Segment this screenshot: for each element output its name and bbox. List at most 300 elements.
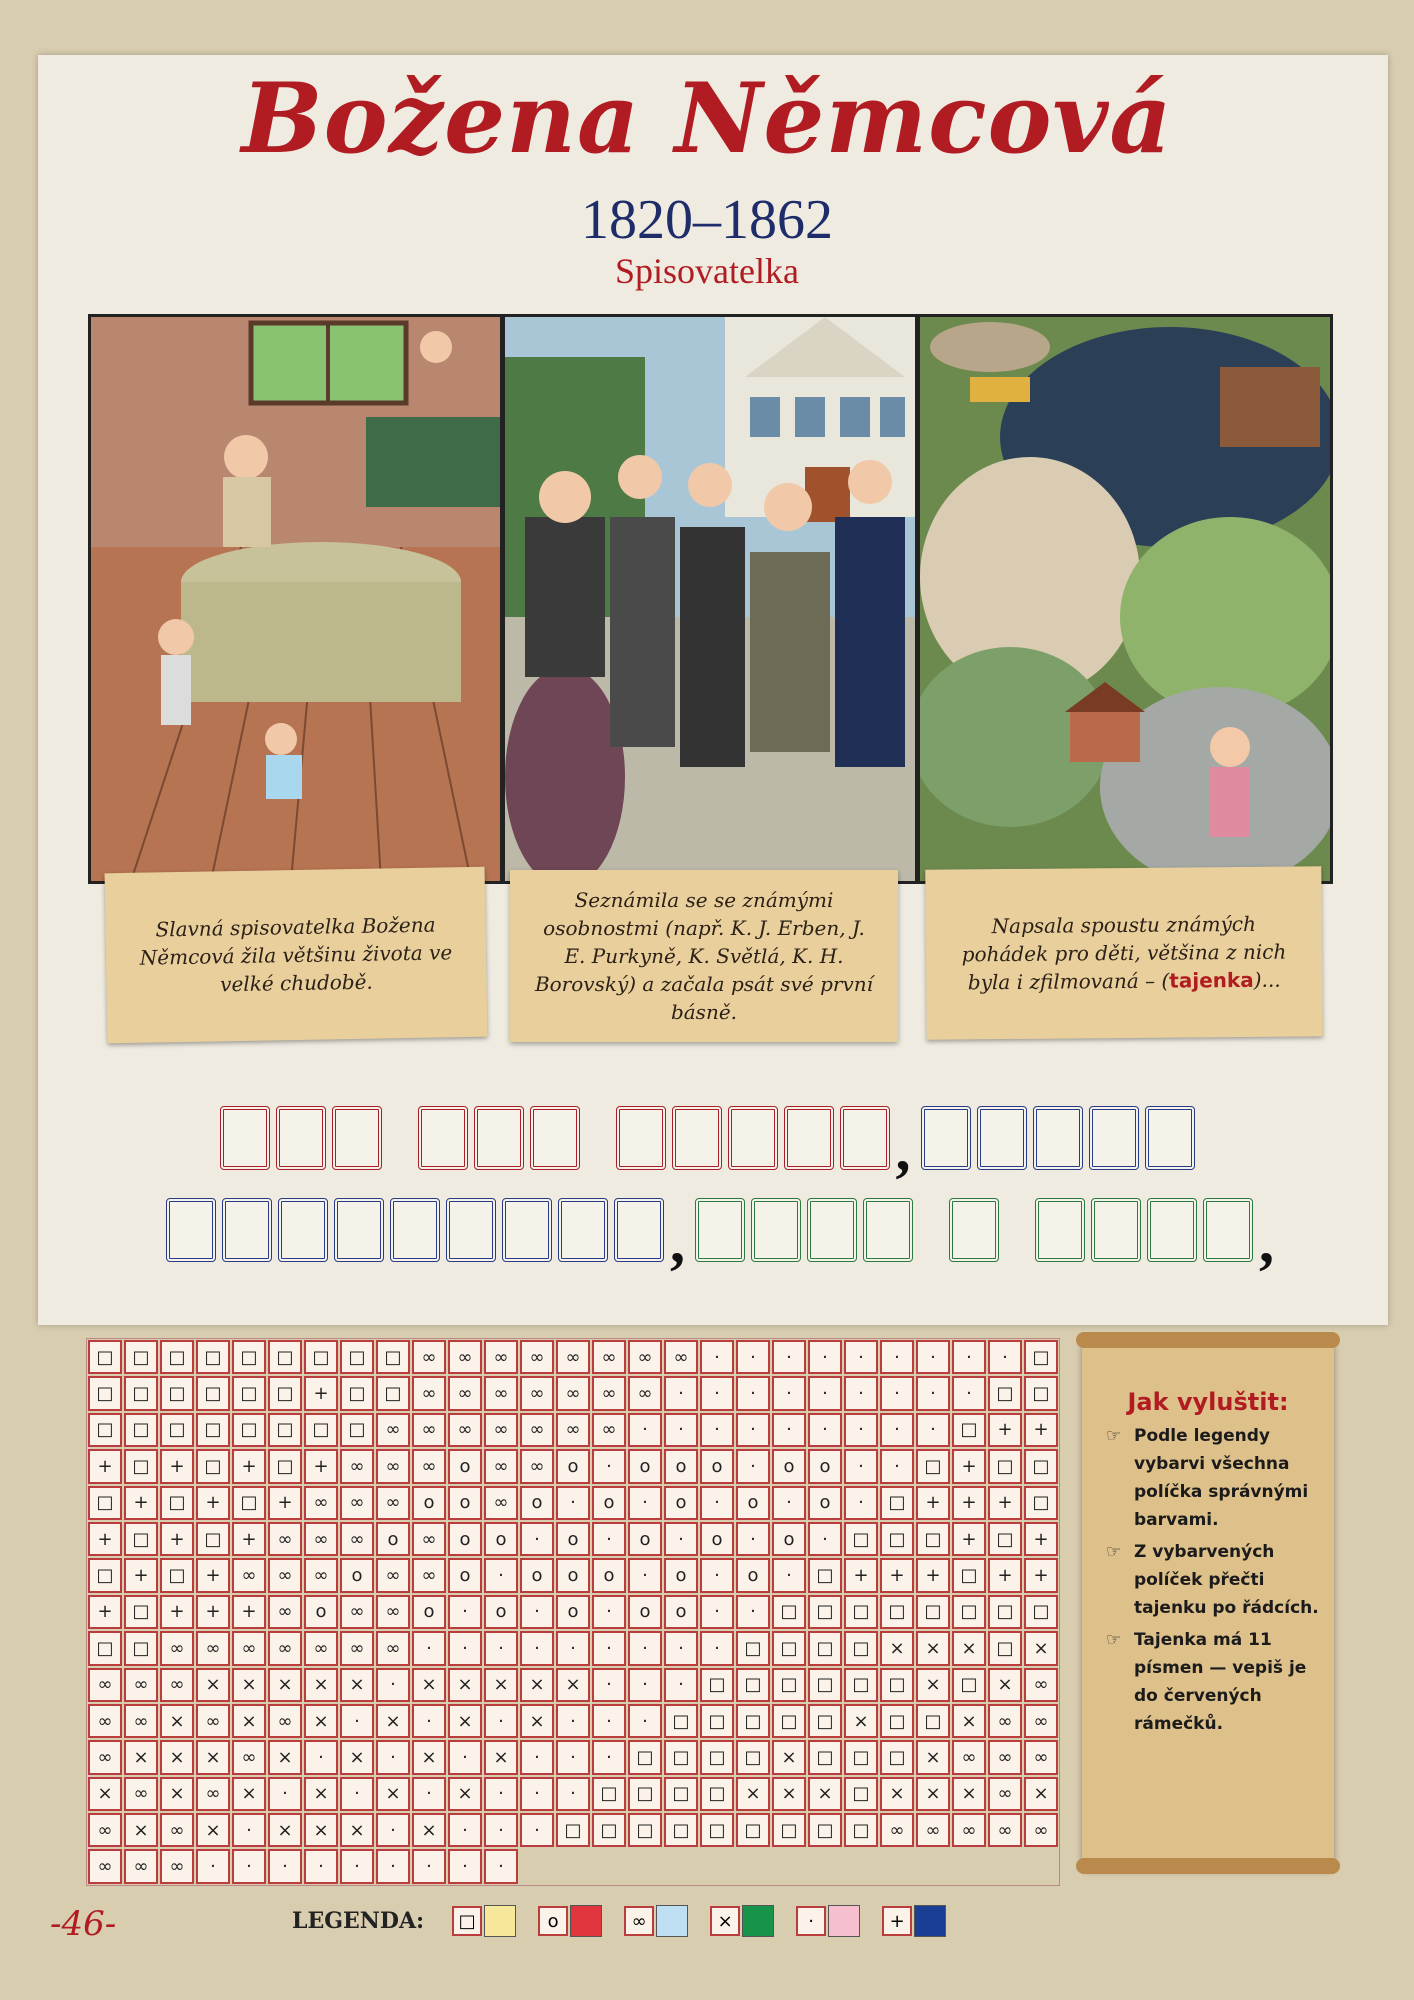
letter-frame-blue[interactable]	[614, 1198, 664, 1262]
puzzle-cell[interactable]: ×	[484, 1668, 518, 1702]
puzzle-cell[interactable]: ·	[304, 1740, 338, 1774]
puzzle-cell[interactable]: □	[88, 1558, 122, 1592]
puzzle-cell[interactable]: □	[808, 1668, 842, 1702]
puzzle-cell[interactable]: o	[808, 1449, 842, 1483]
puzzle-cell[interactable]: ∞	[340, 1449, 374, 1483]
puzzle-cell[interactable]: ·	[664, 1376, 698, 1410]
letter-frame-red[interactable]	[276, 1106, 326, 1170]
puzzle-cell[interactable]: ∞	[556, 1376, 590, 1410]
puzzle-cell[interactable]: ·	[340, 1704, 374, 1738]
puzzle-cell[interactable]: □	[664, 1813, 698, 1847]
puzzle-cell[interactable]: ∞	[160, 1813, 194, 1847]
puzzle-cell[interactable]: □	[88, 1376, 122, 1410]
puzzle-cell[interactable]: ·	[952, 1340, 986, 1374]
puzzle-cell[interactable]: □	[232, 1340, 266, 1374]
puzzle-cell[interactable]: ·	[628, 1631, 662, 1665]
puzzle-cell[interactable]: ∞	[124, 1668, 158, 1702]
puzzle-cell[interactable]: ·	[412, 1631, 446, 1665]
puzzle-cell[interactable]: ∞	[484, 1340, 518, 1374]
puzzle-cell[interactable]: ·	[376, 1849, 410, 1883]
puzzle-cell[interactable]: ·	[700, 1340, 734, 1374]
puzzle-cell[interactable]: ·	[772, 1486, 806, 1520]
puzzle-cell[interactable]: □	[736, 1631, 770, 1665]
puzzle-cell[interactable]: ∞	[628, 1376, 662, 1410]
puzzle-cell[interactable]: +	[952, 1449, 986, 1483]
puzzle-cell[interactable]: ·	[772, 1413, 806, 1447]
puzzle-cell[interactable]: ∞	[1024, 1704, 1058, 1738]
puzzle-cell[interactable]: ∞	[376, 1558, 410, 1592]
puzzle-cell[interactable]: +	[88, 1449, 122, 1483]
puzzle-cell[interactable]: ∞	[952, 1740, 986, 1774]
letter-frame-red[interactable]	[530, 1106, 580, 1170]
puzzle-cell[interactable]: ×	[304, 1704, 338, 1738]
puzzle-cell[interactable]: ×	[268, 1740, 302, 1774]
letter-frame-blue[interactable]	[334, 1198, 384, 1262]
puzzle-cell[interactable]: ∞	[484, 1449, 518, 1483]
puzzle-cell[interactable]: ·	[520, 1777, 554, 1811]
letter-frame-red[interactable]	[840, 1106, 890, 1170]
puzzle-cell[interactable]: ·	[412, 1704, 446, 1738]
puzzle-cell[interactable]: □	[304, 1413, 338, 1447]
puzzle-cell[interactable]: +	[1024, 1413, 1058, 1447]
letter-frame-green[interactable]	[695, 1198, 745, 1262]
puzzle-cell[interactable]: ·	[592, 1668, 626, 1702]
puzzle-cell[interactable]: ×	[88, 1777, 122, 1811]
puzzle-cell[interactable]: ·	[556, 1704, 590, 1738]
puzzle-cell[interactable]: ∞	[448, 1340, 482, 1374]
puzzle-cell[interactable]: o	[808, 1486, 842, 1520]
puzzle-cell[interactable]: ∞	[1024, 1668, 1058, 1702]
puzzle-cell[interactable]: +	[304, 1449, 338, 1483]
puzzle-cell[interactable]: o	[556, 1558, 590, 1592]
puzzle-cell[interactable]: ∞	[232, 1740, 266, 1774]
puzzle-cell[interactable]: □	[124, 1413, 158, 1447]
puzzle-cell[interactable]: □	[160, 1413, 194, 1447]
puzzle-cell[interactable]: ·	[484, 1849, 518, 1883]
puzzle-cell[interactable]: □	[664, 1704, 698, 1738]
puzzle-cell[interactable]: o	[772, 1449, 806, 1483]
puzzle-cell[interactable]: □	[268, 1376, 302, 1410]
puzzle-cell[interactable]: ×	[484, 1740, 518, 1774]
puzzle-cell[interactable]: +	[232, 1522, 266, 1556]
puzzle-cell[interactable]: ∞	[592, 1340, 626, 1374]
puzzle-cell[interactable]: ×	[952, 1631, 986, 1665]
puzzle-cell[interactable]: ∞	[556, 1413, 590, 1447]
puzzle-cell[interactable]: □	[844, 1740, 878, 1774]
puzzle-cell[interactable]: □	[160, 1558, 194, 1592]
puzzle-cell[interactable]: □	[952, 1413, 986, 1447]
letter-frame-red[interactable]	[672, 1106, 722, 1170]
puzzle-cell[interactable]: □	[736, 1740, 770, 1774]
puzzle-cell[interactable]: □	[88, 1486, 122, 1520]
puzzle-cell[interactable]: ·	[988, 1340, 1022, 1374]
puzzle-cell[interactable]: o	[664, 1558, 698, 1592]
puzzle-cell[interactable]: □	[700, 1777, 734, 1811]
puzzle-cell[interactable]: o	[664, 1449, 698, 1483]
puzzle-cell[interactable]: ·	[844, 1376, 878, 1410]
puzzle-cell[interactable]: ∞	[88, 1668, 122, 1702]
puzzle-cell[interactable]: ∞	[268, 1558, 302, 1592]
puzzle-cell[interactable]: ×	[340, 1668, 374, 1702]
puzzle-cell[interactable]: ·	[484, 1631, 518, 1665]
puzzle-cell[interactable]: ·	[880, 1376, 914, 1410]
puzzle-cell[interactable]: □	[844, 1631, 878, 1665]
puzzle-cell[interactable]: ·	[484, 1704, 518, 1738]
puzzle-cell[interactable]: ×	[376, 1777, 410, 1811]
puzzle-cell[interactable]: ∞	[268, 1595, 302, 1629]
letter-frame-blue[interactable]	[446, 1198, 496, 1262]
puzzle-cell[interactable]: ∞	[556, 1340, 590, 1374]
puzzle-cell[interactable]: o	[556, 1449, 590, 1483]
puzzle-cell[interactable]: ·	[484, 1813, 518, 1847]
puzzle-cell[interactable]: ·	[880, 1449, 914, 1483]
puzzle-cell[interactable]: ×	[232, 1777, 266, 1811]
puzzle-cell[interactable]: □	[988, 1595, 1022, 1629]
puzzle-cell[interactable]: ∞	[592, 1413, 626, 1447]
puzzle-cell[interactable]: +	[88, 1595, 122, 1629]
letter-frame-green[interactable]	[1203, 1198, 1253, 1262]
puzzle-cell[interactable]: ·	[736, 1595, 770, 1629]
letter-frame-blue[interactable]	[166, 1198, 216, 1262]
puzzle-cell[interactable]: ×	[304, 1813, 338, 1847]
letter-frame-green[interactable]	[1035, 1198, 1085, 1262]
puzzle-cell[interactable]: □	[772, 1595, 806, 1629]
puzzle-cell[interactable]: ·	[520, 1522, 554, 1556]
puzzle-cell[interactable]: o	[664, 1595, 698, 1629]
letter-frame-blue[interactable]	[977, 1106, 1027, 1170]
puzzle-cell[interactable]: □	[340, 1376, 374, 1410]
puzzle-cell[interactable]: □	[160, 1486, 194, 1520]
puzzle-cell[interactable]: ×	[1024, 1777, 1058, 1811]
puzzle-cell[interactable]: ·	[592, 1449, 626, 1483]
puzzle-cell[interactable]: ∞	[448, 1376, 482, 1410]
letter-frame-green[interactable]	[863, 1198, 913, 1262]
puzzle-cell[interactable]: +	[268, 1486, 302, 1520]
puzzle-cell[interactable]: o	[304, 1595, 338, 1629]
puzzle-cell[interactable]: □	[160, 1340, 194, 1374]
puzzle-cell[interactable]: □	[88, 1413, 122, 1447]
puzzle-cell[interactable]: ∞	[988, 1740, 1022, 1774]
puzzle-cell[interactable]: □	[664, 1777, 698, 1811]
letter-frame-green[interactable]	[1147, 1198, 1197, 1262]
puzzle-cell[interactable]: ∞	[376, 1595, 410, 1629]
puzzle-cell[interactable]: ·	[268, 1777, 302, 1811]
puzzle-cell[interactable]: ·	[916, 1340, 950, 1374]
letter-frame-blue[interactable]	[502, 1198, 552, 1262]
puzzle-cell[interactable]: +	[124, 1486, 158, 1520]
puzzle-cell[interactable]: □	[808, 1704, 842, 1738]
puzzle-cell[interactable]: o	[772, 1522, 806, 1556]
puzzle-cell[interactable]: □	[880, 1595, 914, 1629]
puzzle-cell[interactable]: ∞	[484, 1486, 518, 1520]
puzzle-cell[interactable]: ·	[340, 1849, 374, 1883]
puzzle-cell[interactable]: ·	[844, 1449, 878, 1483]
puzzle-cell[interactable]: ·	[520, 1740, 554, 1774]
puzzle-cell[interactable]: ·	[736, 1413, 770, 1447]
puzzle-cell[interactable]: +	[880, 1558, 914, 1592]
puzzle-cell[interactable]: ∞	[340, 1522, 374, 1556]
puzzle-cell[interactable]: □	[808, 1558, 842, 1592]
letter-frame-blue[interactable]	[921, 1106, 971, 1170]
puzzle-cell[interactable]: ·	[628, 1413, 662, 1447]
puzzle-cell[interactable]: ·	[772, 1376, 806, 1410]
puzzle-cell[interactable]: ·	[700, 1486, 734, 1520]
puzzle-cell[interactable]: ∞	[376, 1631, 410, 1665]
puzzle-cell[interactable]: ×	[880, 1777, 914, 1811]
puzzle-cell[interactable]: ∞	[484, 1376, 518, 1410]
puzzle-cell[interactable]: o	[520, 1558, 554, 1592]
puzzle-cell[interactable]: +	[196, 1486, 230, 1520]
letter-frame-green[interactable]	[751, 1198, 801, 1262]
puzzle-cell[interactable]: ·	[736, 1522, 770, 1556]
puzzle-cell[interactable]: ·	[880, 1413, 914, 1447]
puzzle-cell[interactable]: ∞	[520, 1376, 554, 1410]
puzzle-cell[interactable]: □	[952, 1595, 986, 1629]
puzzle-cell[interactable]: +	[232, 1595, 266, 1629]
puzzle-cell[interactable]: ·	[700, 1631, 734, 1665]
puzzle-cell[interactable]: ∞	[88, 1704, 122, 1738]
puzzle-cell[interactable]: ·	[736, 1376, 770, 1410]
puzzle-cell[interactable]: ×	[952, 1777, 986, 1811]
puzzle-cell[interactable]: ∞	[268, 1631, 302, 1665]
puzzle-cell[interactable]: +	[952, 1522, 986, 1556]
puzzle-cell[interactable]: o	[700, 1449, 734, 1483]
puzzle-cell[interactable]: +	[232, 1449, 266, 1483]
puzzle-cell[interactable]: ×	[808, 1777, 842, 1811]
puzzle-cell[interactable]: ×	[736, 1777, 770, 1811]
puzzle-cell[interactable]: ×	[412, 1668, 446, 1702]
puzzle-cell[interactable]: ∞	[304, 1558, 338, 1592]
puzzle-cell[interactable]: o	[700, 1522, 734, 1556]
puzzle-cell[interactable]: ∞	[232, 1558, 266, 1592]
letter-frame-blue[interactable]	[1145, 1106, 1195, 1170]
letter-frame-green[interactable]	[1091, 1198, 1141, 1262]
puzzle-cell[interactable]: □	[268, 1413, 302, 1447]
puzzle-cell[interactable]: ×	[124, 1813, 158, 1847]
puzzle-cell[interactable]: □	[196, 1449, 230, 1483]
puzzle-cell[interactable]: ∞	[916, 1813, 950, 1847]
puzzle-cell[interactable]: □	[88, 1340, 122, 1374]
puzzle-cell[interactable]: ∞	[988, 1777, 1022, 1811]
puzzle-cell[interactable]: ·	[448, 1595, 482, 1629]
puzzle-cell[interactable]: ·	[376, 1740, 410, 1774]
letter-frame-blue[interactable]	[222, 1198, 272, 1262]
puzzle-cell[interactable]: ·	[844, 1486, 878, 1520]
puzzle-cell[interactable]: ∞	[880, 1813, 914, 1847]
letter-frame-red[interactable]	[474, 1106, 524, 1170]
puzzle-cell[interactable]: ·	[700, 1413, 734, 1447]
puzzle-cell[interactable]: ·	[736, 1340, 770, 1374]
puzzle-cell[interactable]: ·	[844, 1413, 878, 1447]
puzzle-cell[interactable]: □	[880, 1486, 914, 1520]
puzzle-cell[interactable]: ×	[916, 1668, 950, 1702]
puzzle-cell[interactable]: ·	[520, 1631, 554, 1665]
puzzle-cell[interactable]: ×	[232, 1668, 266, 1702]
puzzle-cell[interactable]: ×	[340, 1740, 374, 1774]
puzzle-cell[interactable]: o	[520, 1486, 554, 1520]
puzzle-cell[interactable]: ∞	[304, 1631, 338, 1665]
puzzle-cell[interactable]: □	[664, 1740, 698, 1774]
puzzle-cell[interactable]: □	[844, 1668, 878, 1702]
puzzle-cell[interactable]: ·	[664, 1413, 698, 1447]
puzzle-cell[interactable]: ·	[376, 1668, 410, 1702]
puzzle-cell[interactable]: ·	[304, 1849, 338, 1883]
letter-frame-blue[interactable]	[390, 1198, 440, 1262]
puzzle-cell[interactable]: □	[376, 1340, 410, 1374]
puzzle-cell[interactable]: ×	[952, 1704, 986, 1738]
puzzle-cell[interactable]: □	[592, 1777, 626, 1811]
puzzle-cell[interactable]: o	[592, 1558, 626, 1592]
puzzle-cell[interactable]: □	[988, 1376, 1022, 1410]
puzzle-cell[interactable]: □	[880, 1704, 914, 1738]
puzzle-cell[interactable]: □	[880, 1668, 914, 1702]
puzzle-cell[interactable]: □	[628, 1777, 662, 1811]
puzzle-cell[interactable]: o	[484, 1522, 518, 1556]
puzzle-cell[interactable]: ·	[556, 1631, 590, 1665]
puzzle-cell[interactable]: ∞	[340, 1631, 374, 1665]
puzzle-cell[interactable]: □	[160, 1376, 194, 1410]
puzzle-cell[interactable]: □	[988, 1449, 1022, 1483]
puzzle-cell[interactable]: ×	[1024, 1631, 1058, 1665]
puzzle-cell[interactable]: ∞	[232, 1631, 266, 1665]
puzzle-cell[interactable]: +	[160, 1595, 194, 1629]
puzzle-cell[interactable]: □	[124, 1595, 158, 1629]
puzzle-cell[interactable]: ×	[520, 1704, 554, 1738]
puzzle-cell[interactable]: ×	[916, 1777, 950, 1811]
puzzle-cell[interactable]: □	[808, 1631, 842, 1665]
puzzle-cell[interactable]: ×	[772, 1777, 806, 1811]
puzzle-cell[interactable]: ·	[592, 1595, 626, 1629]
puzzle-cell[interactable]: ∞	[412, 1558, 446, 1592]
puzzle-cell[interactable]: □	[808, 1813, 842, 1847]
letter-frame-red[interactable]	[728, 1106, 778, 1170]
puzzle-cell[interactable]: ∞	[268, 1704, 302, 1738]
puzzle-cell[interactable]: ·	[448, 1813, 482, 1847]
puzzle-cell[interactable]: □	[1024, 1595, 1058, 1629]
puzzle-cell[interactable]: ·	[556, 1486, 590, 1520]
puzzle-cell[interactable]: ·	[916, 1413, 950, 1447]
puzzle-cell[interactable]: ·	[196, 1849, 230, 1883]
puzzle-cell[interactable]: □	[556, 1813, 590, 1847]
puzzle-cell[interactable]: ∞	[88, 1849, 122, 1883]
puzzle-cell[interactable]: ×	[520, 1668, 554, 1702]
puzzle-cell[interactable]: ×	[124, 1740, 158, 1774]
puzzle-cell[interactable]: ∞	[628, 1340, 662, 1374]
puzzle-cell[interactable]: □	[844, 1522, 878, 1556]
puzzle-cell[interactable]: □	[772, 1668, 806, 1702]
puzzle-cell[interactable]: □	[736, 1704, 770, 1738]
puzzle-cell[interactable]: □	[772, 1704, 806, 1738]
puzzle-cell[interactable]: □	[124, 1449, 158, 1483]
puzzle-cell[interactable]: □	[88, 1631, 122, 1665]
puzzle-cell[interactable]: ·	[952, 1376, 986, 1410]
puzzle-cell[interactable]: +	[160, 1449, 194, 1483]
puzzle-cell[interactable]: ×	[160, 1777, 194, 1811]
puzzle-cell[interactable]: ·	[412, 1849, 446, 1883]
puzzle-cell[interactable]: ·	[232, 1813, 266, 1847]
puzzle-cell[interactable]: ∞	[88, 1740, 122, 1774]
puzzle-cell[interactable]: ·	[808, 1413, 842, 1447]
puzzle-cell[interactable]: ×	[196, 1668, 230, 1702]
puzzle-cell[interactable]: ∞	[376, 1449, 410, 1483]
puzzle-cell[interactable]: +	[1024, 1522, 1058, 1556]
puzzle-cell[interactable]: ×	[340, 1813, 374, 1847]
puzzle-cell[interactable]: ·	[556, 1740, 590, 1774]
puzzle-cell[interactable]: □	[916, 1595, 950, 1629]
puzzle-cell[interactable]: o	[412, 1595, 446, 1629]
puzzle-cell[interactable]: □	[592, 1813, 626, 1847]
puzzle-cell[interactable]: ·	[700, 1595, 734, 1629]
puzzle-cell[interactable]: □	[880, 1740, 914, 1774]
puzzle-cell[interactable]: □	[844, 1777, 878, 1811]
puzzle-cell[interactable]: ∞	[988, 1813, 1022, 1847]
puzzle-cell[interactable]: □	[736, 1813, 770, 1847]
puzzle-cell[interactable]: o	[448, 1558, 482, 1592]
puzzle-cell[interactable]: □	[232, 1376, 266, 1410]
puzzle-cell[interactable]: ×	[196, 1813, 230, 1847]
puzzle-cell[interactable]: ∞	[412, 1376, 446, 1410]
puzzle-cell[interactable]: ∞	[664, 1340, 698, 1374]
puzzle-cell[interactable]: ∞	[268, 1522, 302, 1556]
puzzle-cell[interactable]: ×	[160, 1704, 194, 1738]
letter-frame-green[interactable]	[949, 1198, 999, 1262]
letter-frame-red[interactable]	[332, 1106, 382, 1170]
puzzle-cell[interactable]: ∞	[448, 1413, 482, 1447]
puzzle-cell[interactable]: ×	[412, 1740, 446, 1774]
puzzle-cell[interactable]: □	[196, 1413, 230, 1447]
puzzle-cell[interactable]: o	[340, 1558, 374, 1592]
puzzle-cell[interactable]: □	[1024, 1376, 1058, 1410]
puzzle-cell[interactable]: □	[232, 1413, 266, 1447]
puzzle-cell[interactable]: o	[592, 1486, 626, 1520]
puzzle-cell[interactable]: □	[628, 1740, 662, 1774]
puzzle-cell[interactable]: ∞	[952, 1813, 986, 1847]
puzzle-cell[interactable]: ·	[664, 1522, 698, 1556]
puzzle-cell[interactable]: o	[448, 1522, 482, 1556]
puzzle-cell[interactable]: ·	[772, 1558, 806, 1592]
puzzle-cell[interactable]: ·	[628, 1486, 662, 1520]
puzzle-cell[interactable]: o	[628, 1449, 662, 1483]
puzzle-cell[interactable]: ·	[592, 1631, 626, 1665]
puzzle-cell[interactable]: ∞	[124, 1849, 158, 1883]
letter-frame-blue[interactable]	[558, 1198, 608, 1262]
puzzle-cell[interactable]: □	[772, 1813, 806, 1847]
puzzle-cell[interactable]: ·	[664, 1631, 698, 1665]
puzzle-cell[interactable]: ·	[448, 1631, 482, 1665]
puzzle-cell[interactable]: ×	[160, 1740, 194, 1774]
puzzle-cell[interactable]: □	[880, 1522, 914, 1556]
puzzle-cell[interactable]: ×	[916, 1631, 950, 1665]
puzzle-cell[interactable]: ∞	[520, 1340, 554, 1374]
puzzle-cell[interactable]: +	[124, 1558, 158, 1592]
puzzle-cell[interactable]: ∞	[412, 1449, 446, 1483]
puzzle-cell[interactable]: □	[952, 1668, 986, 1702]
puzzle-cell[interactable]: ∞	[304, 1486, 338, 1520]
puzzle-cell[interactable]: ·	[556, 1777, 590, 1811]
puzzle-cell[interactable]: o	[484, 1595, 518, 1629]
puzzle-cell[interactable]: ·	[916, 1376, 950, 1410]
puzzle-cell[interactable]: +	[88, 1522, 122, 1556]
puzzle-cell[interactable]: ·	[592, 1522, 626, 1556]
puzzle-cell[interactable]: ·	[592, 1740, 626, 1774]
puzzle-cell[interactable]: ·	[808, 1522, 842, 1556]
puzzle-cell[interactable]: ×	[448, 1668, 482, 1702]
puzzle-cell[interactable]: o	[376, 1522, 410, 1556]
puzzle-cell[interactable]: ∞	[1024, 1813, 1058, 1847]
puzzle-cell[interactable]: ∞	[160, 1849, 194, 1883]
puzzle-cell[interactable]: o	[736, 1558, 770, 1592]
puzzle-cell[interactable]: ·	[628, 1704, 662, 1738]
